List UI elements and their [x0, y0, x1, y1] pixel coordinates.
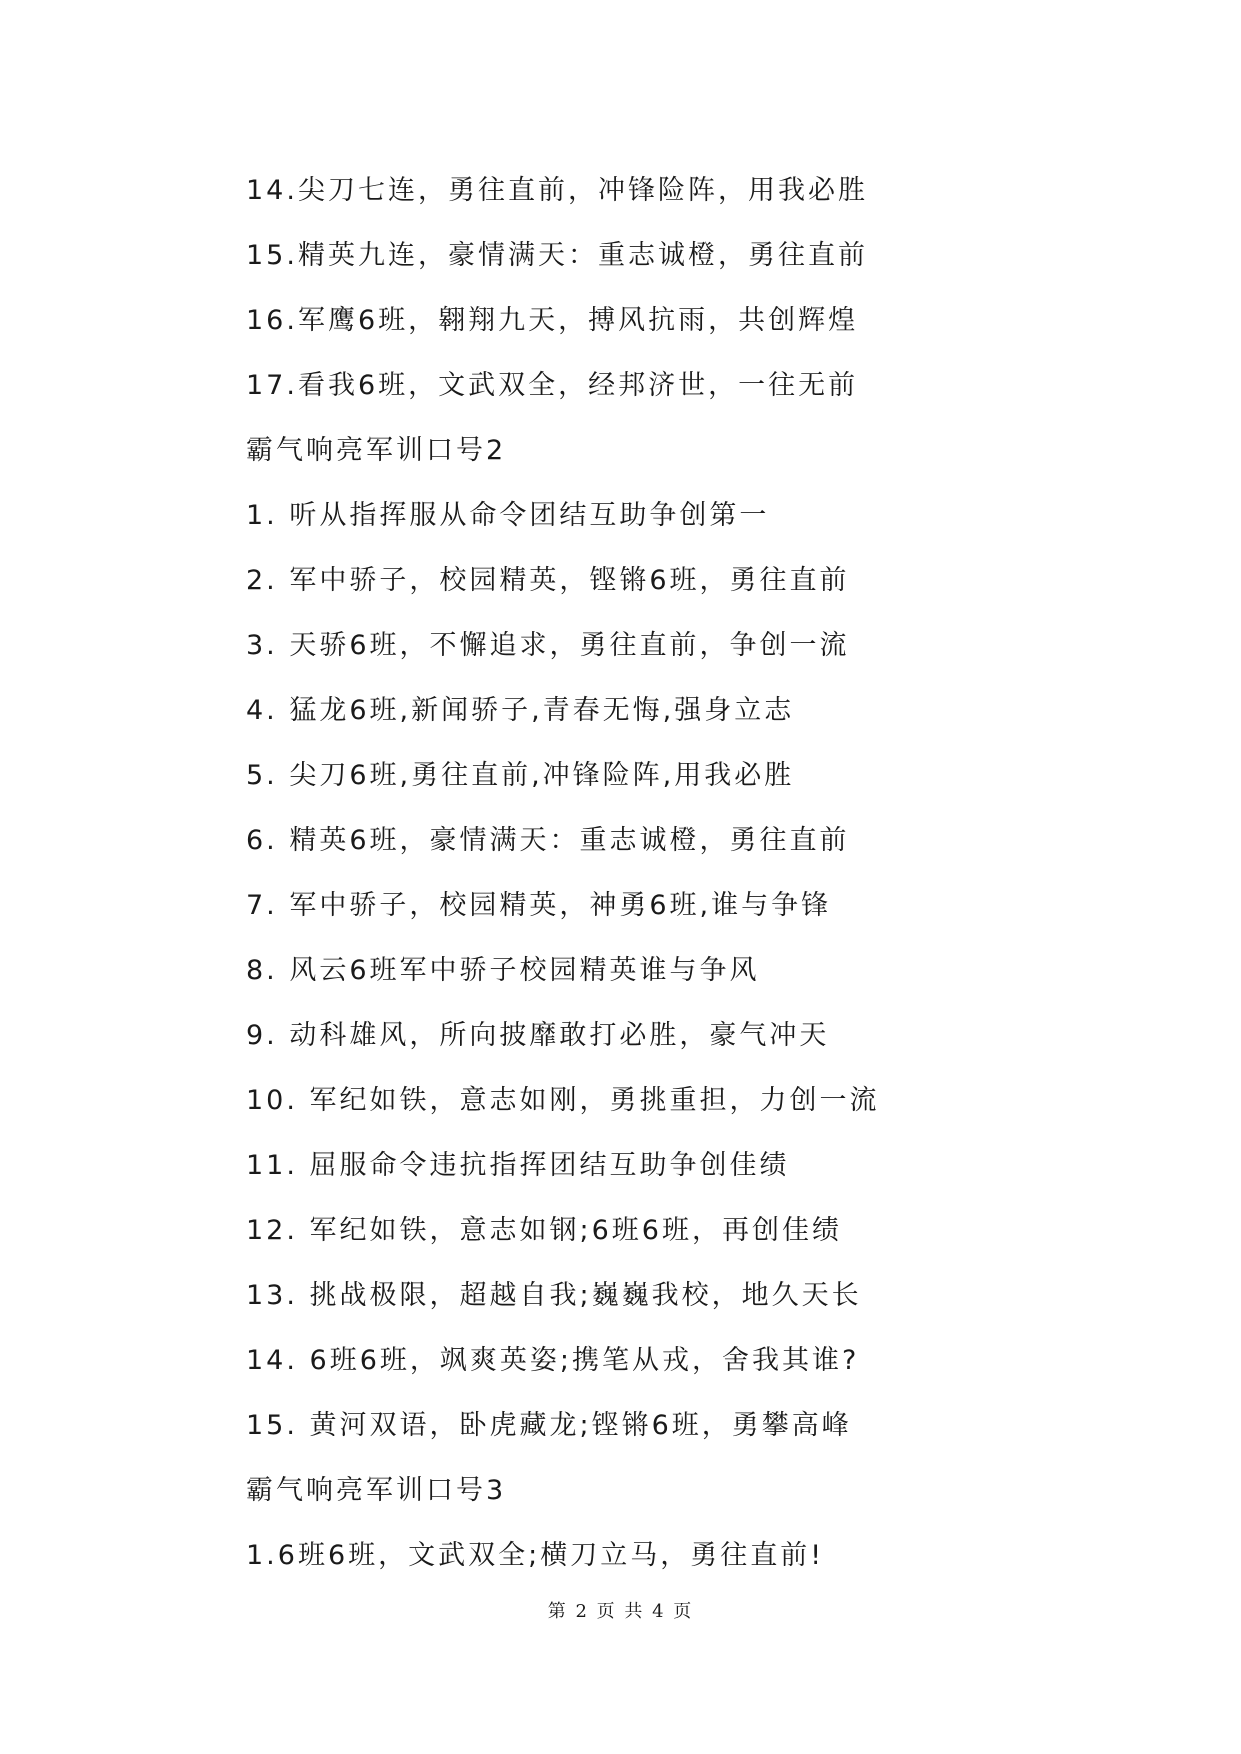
text-line: 2. 军中骄子，校园精英，铿锵6班，勇往直前 [246, 565, 850, 596]
text-line: 17.看我6班，文武双全，经邦济世，一往无前 [246, 370, 859, 401]
text-line: 3. 天骄6班，不懈追求，勇往直前，争创一流 [246, 630, 850, 661]
text-line: 13. 挑战极限，超越自我;巍巍我校，地久天长 [246, 1280, 862, 1311]
text-line: 11. 屈服命令违抗指挥团结互助争创佳绩 [246, 1150, 790, 1181]
text-line: 1. 听从指挥服从命令团结互助争创第一 [246, 500, 770, 531]
text-line: 1.6班6班，文武双全;横刀立马，勇往直前! [246, 1540, 825, 1571]
text-line: 12. 军纪如铁，意志如钢;6班6班，再创佳绩 [246, 1215, 842, 1246]
section-heading: 霸气响亮军训口号3 [246, 1475, 507, 1506]
text-line: 10. 军纪如铁，意志如刚，勇挑重担，力创一流 [246, 1085, 880, 1116]
page-number-footer: 第 2 页 共 4 页 [547, 1601, 694, 1622]
text-line: 7. 军中骄子，校园精英，神勇6班,谁与争锋 [246, 890, 832, 921]
text-line: 15.精英九连，豪情满天：重志诚橙，勇往直前 [246, 240, 868, 271]
section-heading: 霸气响亮军训口号2 [246, 435, 507, 466]
text-line: 16.军鹰6班，翱翔九天，搏风抗雨，共创辉煌 [246, 305, 859, 336]
text-line: 5. 尖刀6班,勇往直前,冲锋险阵,用我必胜 [246, 760, 795, 791]
document-body [246, 158, 1146, 1588]
text-line: 8. 风云6班军中骄子校园精英谁与争风 [246, 955, 760, 986]
text-line: 14.尖刀七连，勇往直前，冲锋险阵，用我必胜 [246, 175, 868, 206]
text-line: 6. 精英6班，豪情满天：重志诚橙，勇往直前 [246, 825, 850, 856]
text-line: 14. 6班6班，飒爽英姿;携笔从戎，舍我其谁? [246, 1345, 860, 1376]
text-line: 15. 黄河双语，卧虎藏龙;铿锵6班，勇攀高峰 [246, 1410, 852, 1441]
text-line: 4. 猛龙6班,新闻骄子,青春无悔,强身立志 [246, 695, 795, 726]
text-line: 9. 动科雄风，所向披靡敢打必胜，豪气冲天 [246, 1020, 830, 1051]
